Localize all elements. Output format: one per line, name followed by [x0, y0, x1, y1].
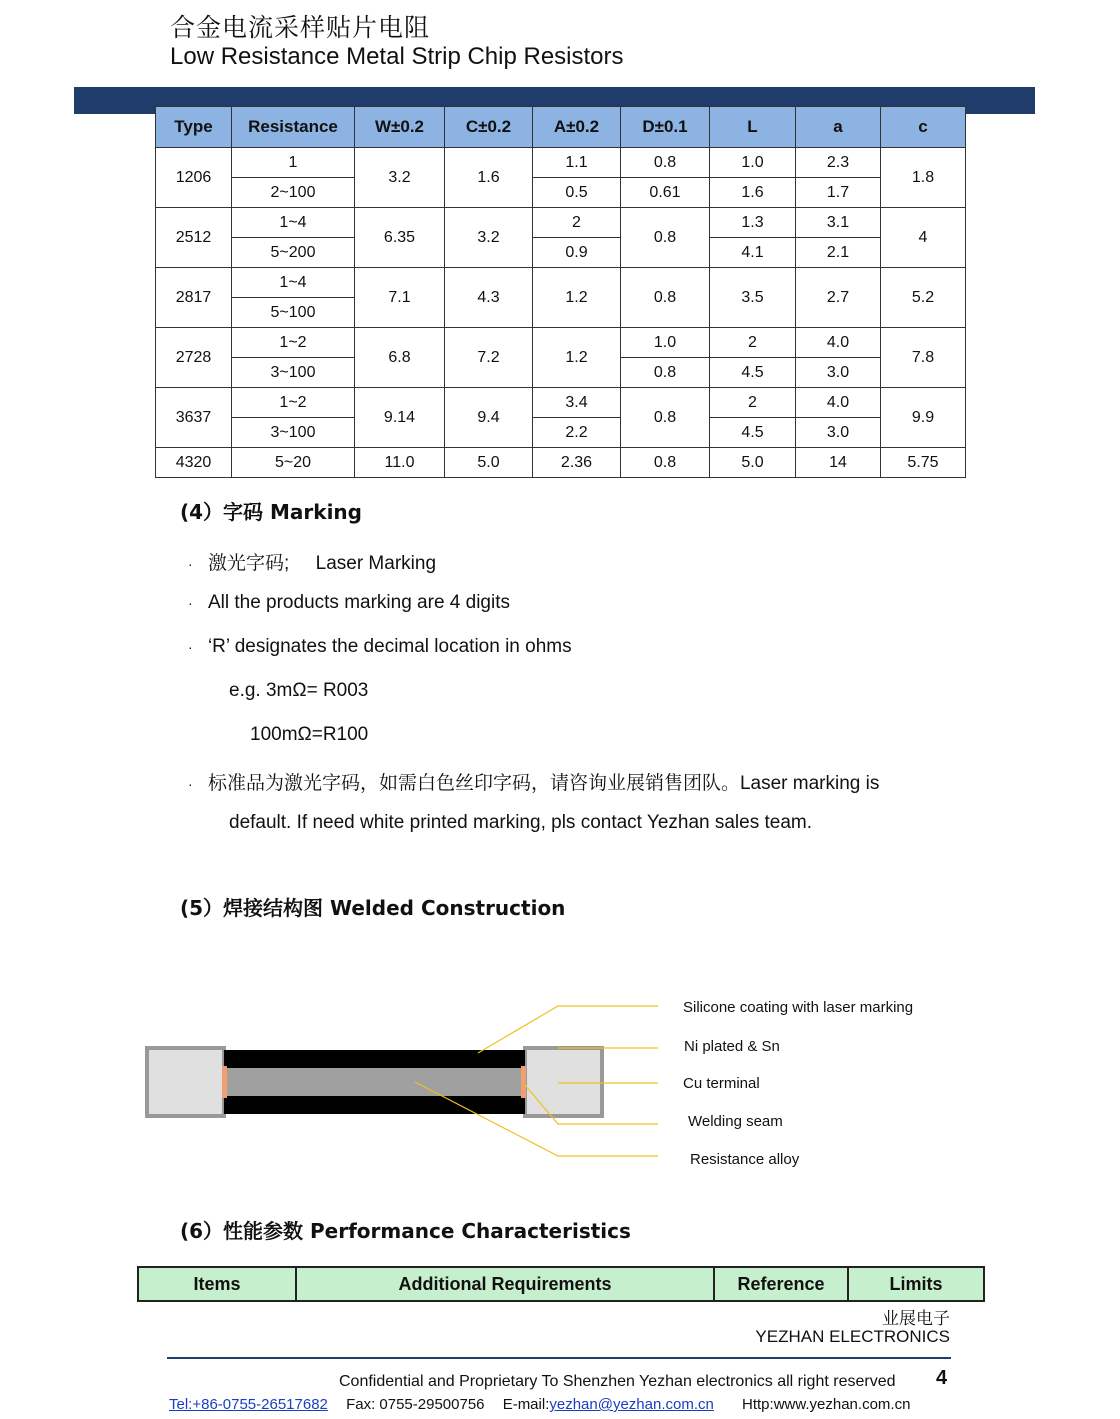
cell-a-small: 4.0 — [796, 328, 881, 358]
col-header: Items — [138, 1267, 296, 1301]
cell-d: 0.8 — [621, 148, 710, 178]
cell-a: 1.2 — [533, 268, 621, 328]
cell-d: 0.61 — [621, 178, 710, 208]
cell-resistance: 1 — [232, 148, 355, 178]
col-header: Reference — [714, 1267, 848, 1301]
table-row — [156, 148, 966, 178]
cell-a: 3.4 — [533, 388, 621, 418]
marking-heading: (4）字码 Marking — [180, 500, 362, 524]
brand-name-cn: 业展电子 — [882, 1309, 950, 1328]
cell-c-small: 7.8 — [881, 328, 966, 388]
cell-resistance: 1~4 — [232, 208, 355, 238]
table-row — [156, 418, 966, 448]
cell-a-small: 2.3 — [796, 148, 881, 178]
col-header: Type — [156, 107, 232, 148]
bullet-text: 激光字码; Laser Marking — [207, 553, 437, 574]
example-text: e.g. 3mΩ= R003 — [229, 680, 369, 701]
label-ni-plated: Ni plated & Sn — [684, 1038, 780, 1055]
bullet-item — [188, 548, 436, 575]
cell-type: 1206 — [156, 148, 232, 208]
table-header-row — [138, 1267, 984, 1301]
cell-l: 1.6 — [710, 178, 796, 208]
page-number: 4 — [936, 1367, 948, 1389]
label-welding-seam: Welding seam — [688, 1113, 783, 1130]
cell-a-small: 3.0 — [796, 358, 881, 388]
cell-type: 3637 — [156, 388, 232, 448]
cell-a-small: 4.0 — [796, 388, 881, 418]
cell-a: 2 — [533, 208, 621, 238]
bullet-dot: · — [188, 595, 193, 611]
footer-contact — [169, 1396, 910, 1413]
tel-link[interactable]: Tel:+86-0755-26517682 — [169, 1396, 328, 1413]
cell-l: 1.0 — [710, 148, 796, 178]
bullet-text: ‘R’ designates the decimal location in ohms — [207, 636, 572, 657]
bullet-item — [188, 768, 879, 795]
footer-divider — [167, 1357, 951, 1359]
welding-seam-right — [521, 1066, 526, 1098]
cell-a: 1.2 — [533, 328, 621, 388]
cell-resistance: 3~100 — [232, 418, 355, 448]
cell-w: 6.8 — [355, 328, 445, 388]
page-title-cn: 合金电流采样贴片电阻 — [170, 13, 431, 42]
cell-l: 2 — [710, 388, 796, 418]
bullet-item — [188, 592, 510, 614]
cell-a: 0.5 — [533, 178, 621, 208]
bullet-dot: · — [188, 556, 193, 572]
cell-resistance: 3~100 — [232, 358, 355, 388]
cell-c-small: 9.9 — [881, 388, 966, 448]
cell-l: 5.0 — [710, 448, 796, 478]
cell-d: 0.8 — [621, 448, 710, 478]
cell-l: 4.5 — [710, 358, 796, 388]
table-row — [156, 328, 966, 358]
cell-w: 11.0 — [355, 448, 445, 478]
cell-resistance: 1~4 — [232, 268, 355, 298]
construction-diagram — [140, 990, 700, 1170]
note-text: default. If need white printed marking, pls contact Yezhan sales team. — [229, 812, 813, 833]
cell-resistance: 5~200 — [232, 238, 355, 268]
bullet-item — [188, 636, 572, 658]
cell-d: 0.8 — [621, 358, 710, 388]
cell-l: 4.5 — [710, 418, 796, 448]
cell-w: 6.35 — [355, 208, 445, 268]
label-silicone: Silicone coating with laser marking — [683, 999, 914, 1016]
cell-c: 9.4 — [445, 388, 533, 448]
cell-resistance: 2~100 — [232, 178, 355, 208]
cell-resistance: 5~20 — [232, 448, 355, 478]
cell-type: 2817 — [156, 268, 232, 328]
cell-a: 0.9 — [533, 238, 621, 268]
performance-table — [137, 1266, 985, 1302]
cell-a-small: 14 — [796, 448, 881, 478]
cell-a: 2.2 — [533, 418, 621, 448]
col-header: D±0.1 — [621, 107, 710, 148]
cell-c: 3.2 — [445, 208, 533, 268]
cell-type: 2512 — [156, 208, 232, 268]
cell-a-small: 3.1 — [796, 208, 881, 238]
cell-a: 2.36 — [533, 448, 621, 478]
cell-a-small: 1.7 — [796, 178, 881, 208]
cell-a-small: 2.1 — [796, 238, 881, 268]
table-row — [156, 388, 966, 418]
bullet-text: 标准品为激光字码，如需白色丝印字码，请咨询业展销售团队。Laser marking is — [207, 773, 880, 794]
cell-c-small: 5.2 — [881, 268, 966, 328]
bullet-dot: · — [188, 639, 193, 655]
col-header: A±0.2 — [533, 107, 621, 148]
table-row — [156, 178, 966, 208]
cell-c-small: 1.8 — [881, 148, 966, 208]
confidential-notice: Confidential and Proprietary To Shenzhen Yezhan electronics all right reserved — [339, 1373, 896, 1390]
col-header: c — [881, 107, 966, 148]
cell-w: 9.14 — [355, 388, 445, 448]
cell-w: 7.1 — [355, 268, 445, 328]
col-header: Additional Requirements — [296, 1267, 714, 1301]
bullet-dot: · — [188, 776, 193, 792]
cell-type: 4320 — [156, 448, 232, 478]
right-terminal — [525, 1048, 602, 1116]
cell-d: 1.0 — [621, 328, 710, 358]
cell-c: 1.6 — [445, 148, 533, 208]
label-cu-terminal: Cu terminal — [683, 1075, 760, 1092]
table-row — [156, 268, 966, 298]
example-text: 100mΩ=R100 — [250, 724, 369, 745]
cell-c: 5.0 — [445, 448, 533, 478]
cell-d: 0.8 — [621, 388, 710, 448]
cell-resistance: 1~2 — [232, 328, 355, 358]
cell-c-small: 4 — [881, 208, 966, 268]
col-header: Resistance — [232, 107, 355, 148]
cell-l: 1.3 — [710, 208, 796, 238]
table-row — [156, 238, 966, 268]
fax-text: Fax: 0755-29500756 — [346, 1396, 485, 1413]
table-row — [156, 448, 966, 478]
table-header-row — [156, 107, 966, 148]
col-header: C±0.2 — [445, 107, 533, 148]
label-resistance-alloy: Resistance alloy — [690, 1151, 800, 1168]
website-text: Http:www.yezhan.com.cn — [742, 1396, 911, 1413]
table-row — [156, 208, 966, 238]
email-label: E-mail: — [502, 1396, 550, 1413]
cell-c-small: 5.75 — [881, 448, 966, 478]
cell-a: 1.1 — [533, 148, 621, 178]
cell-l: 4.1 — [710, 238, 796, 268]
welding-seam-left — [222, 1066, 227, 1098]
cell-type: 2728 — [156, 328, 232, 388]
col-header: W±0.2 — [355, 107, 445, 148]
construction-heading: (5）焊接结构图 Welded Construction — [180, 896, 566, 920]
cell-c: 7.2 — [445, 328, 533, 388]
col-header: Limits — [848, 1267, 984, 1301]
leader-line-silicone — [478, 1006, 658, 1053]
col-header: L — [710, 107, 796, 148]
cell-l: 2 — [710, 328, 796, 358]
resistance-alloy — [224, 1068, 525, 1096]
cell-a-small: 3.0 — [796, 418, 881, 448]
cell-d: 0.8 — [621, 268, 710, 328]
cell-a-small: 2.7 — [796, 268, 881, 328]
performance-heading: (6）性能参数 Performance Characteristics — [180, 1219, 631, 1243]
col-header: a — [796, 107, 881, 148]
cell-w: 3.2 — [355, 148, 445, 208]
cell-resistance: 5~100 — [232, 298, 355, 328]
left-terminal — [147, 1048, 224, 1116]
page-title-en: Low Resistance Metal Strip Chip Resistors — [170, 43, 624, 70]
cell-d: 0.8 — [621, 208, 710, 268]
email-link[interactable]: yezhan@yezhan.com.cn — [549, 1396, 714, 1413]
bullet-text: All the products marking are 4 digits — [207, 592, 510, 613]
cell-c: 4.3 — [445, 268, 533, 328]
brand-name-en: YEZHAN ELECTRONICS — [755, 1327, 950, 1346]
cell-l: 3.5 — [710, 268, 796, 328]
cell-resistance: 1~2 — [232, 388, 355, 418]
dimension-table — [155, 106, 966, 478]
